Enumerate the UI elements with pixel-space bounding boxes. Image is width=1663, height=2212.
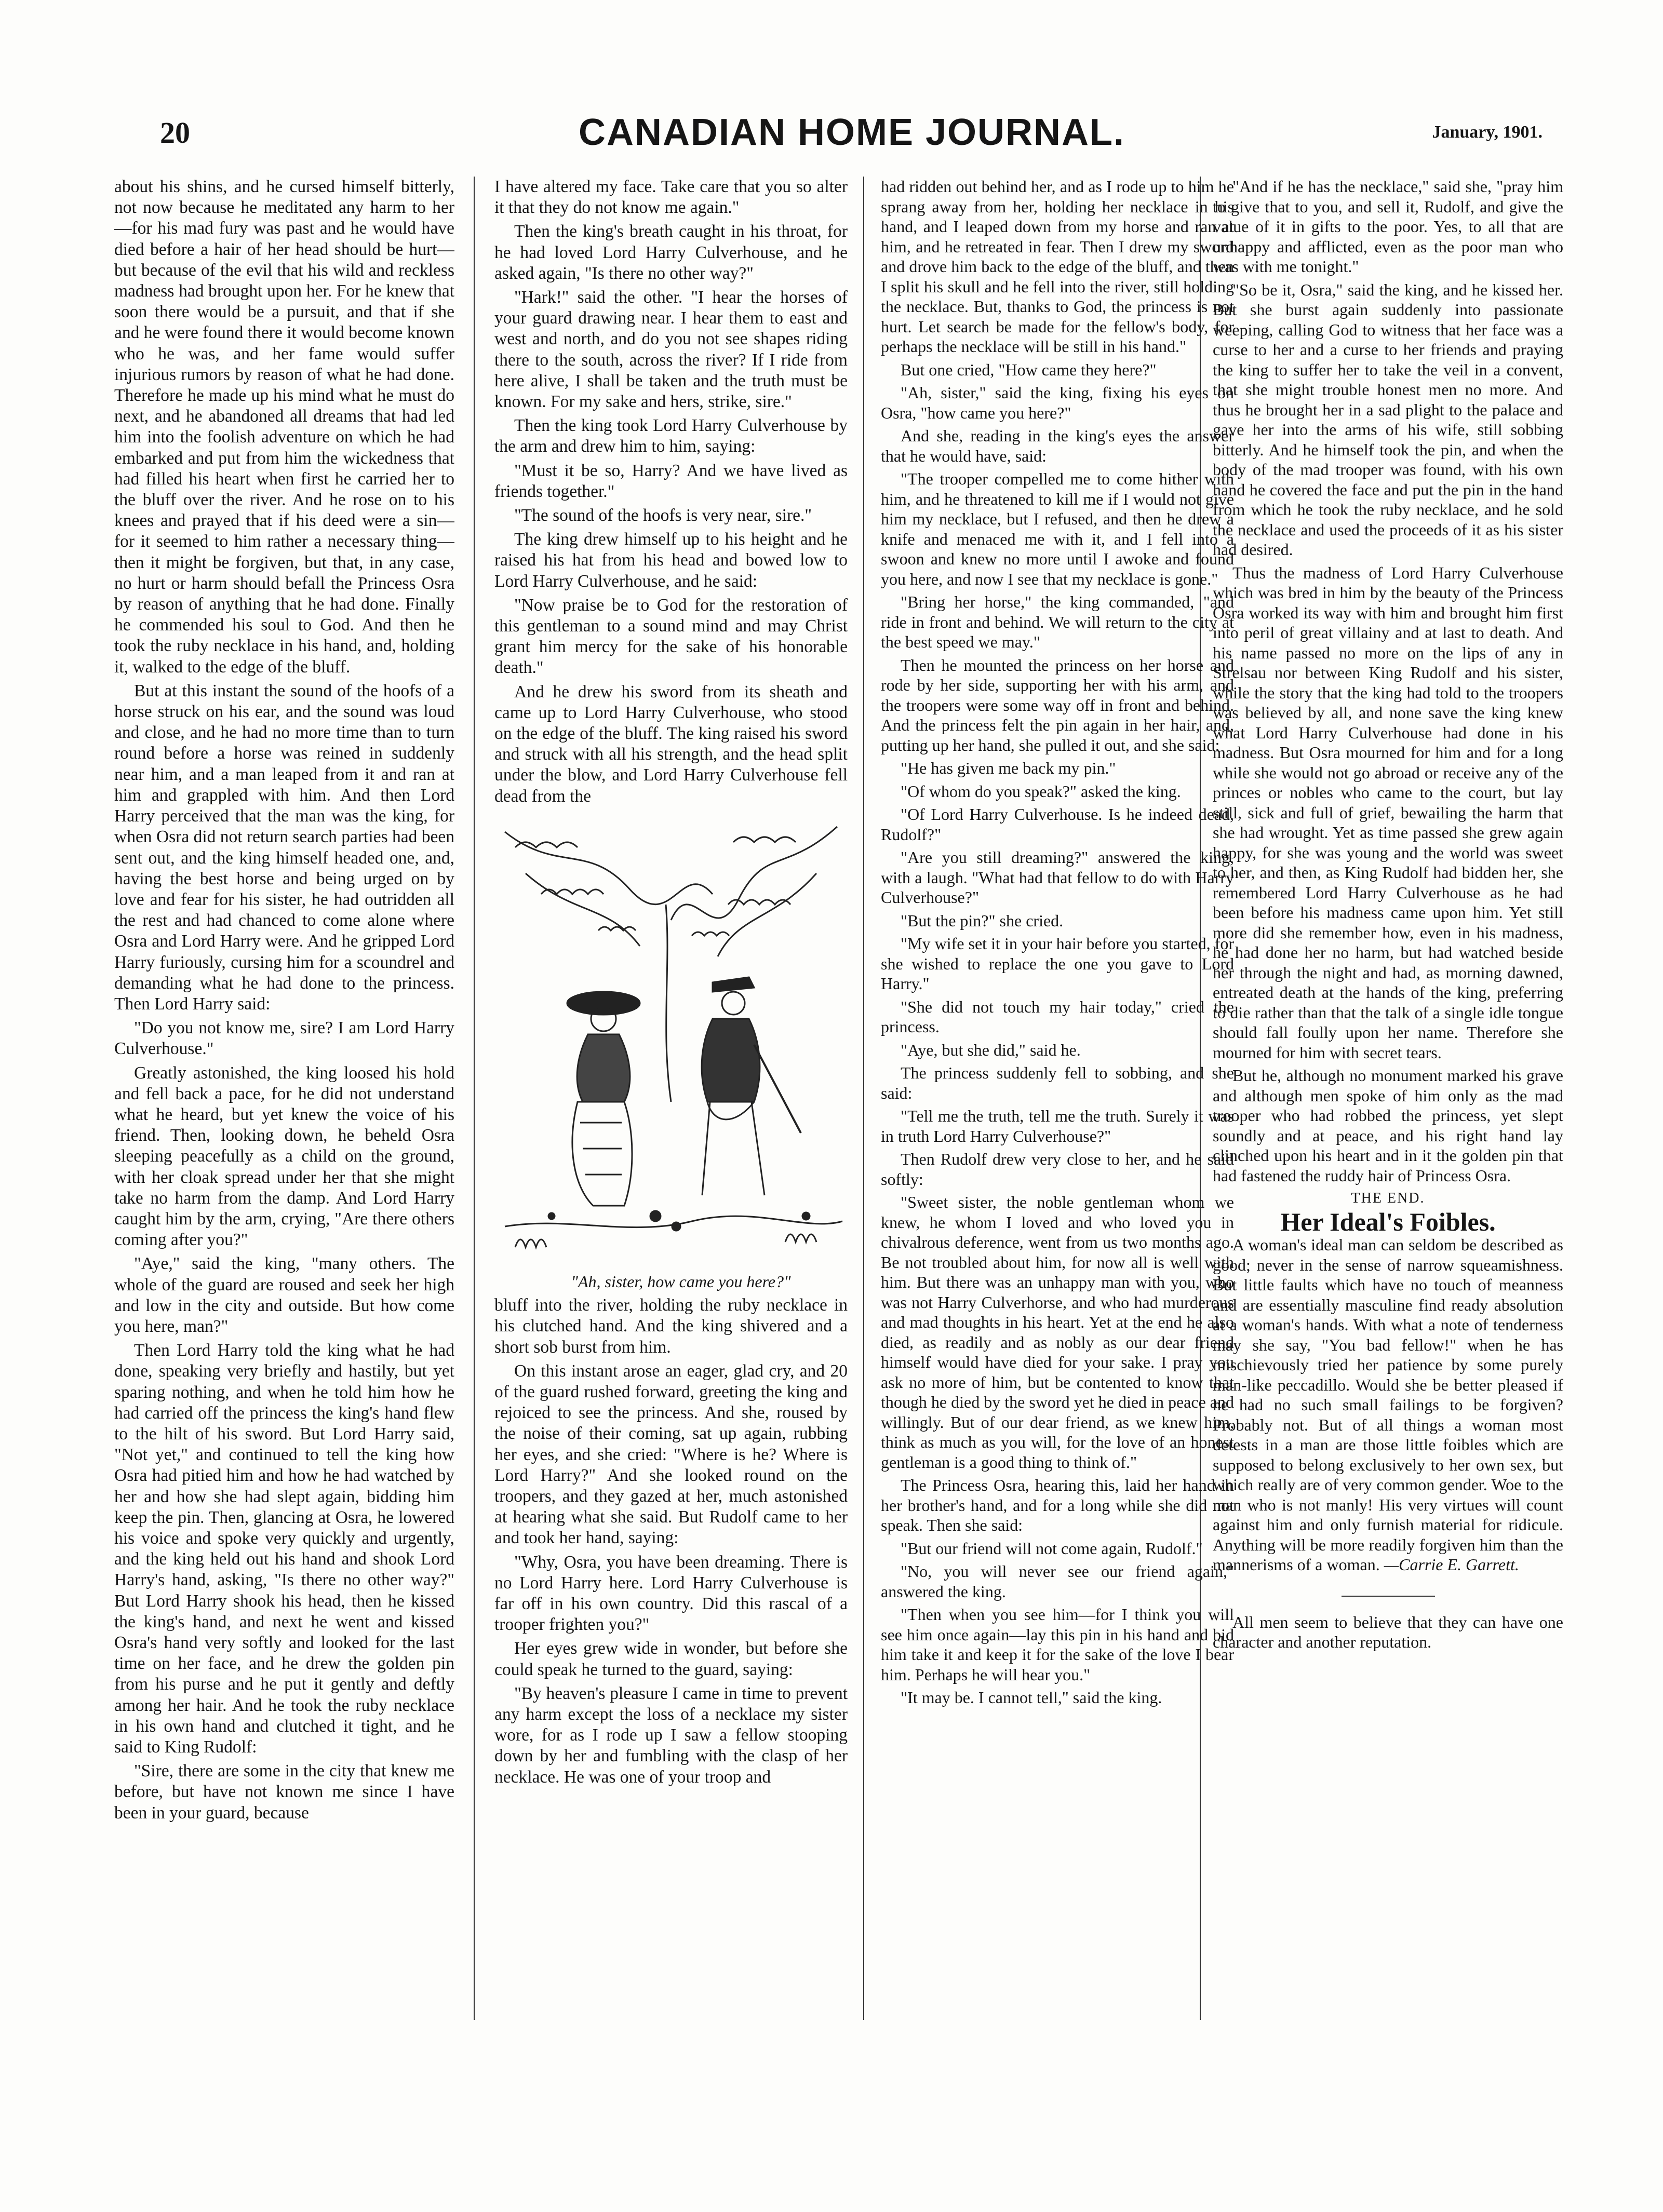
paragraph: Thus the madness of Lord Harry Culverhouse which was bred in him by the beauty of the Princess Osra worked its way with him and brought him first into peril of great villainy and at last to death. And his name passed no more on the lips of any in Strelsau nor between King Rudolf and his sister, while the story that the king had told to the troopers was believed by all, and none save the king knew what Lord Harry Culverhouse had done in his madness. But Osra mourned for him and for a long while she would not go abroad or receive any of the princes or nobles who came to the court, but lay still, sick and full of grief, bewailing the harm that she had wrought. Yet as time passed she grew again happy, for she was young and the world was sweet to her, and then, as King Rudolf had bidden her, she remembered Lord Harry Culverhouse as he had been before his madness came upon him. Yet still more did she remember how, even in his madness, he had done her no harm, but had watched beside her through the night and had, as morning dawned, entreated death at the hands of the king, preferring to die rather than that the talk of a single idle tongue should fall foully upon her name. Therefore she mourned for him with secret tears. (1213, 563, 1563, 1062)
column-1 (114, 177, 454, 2025)
paragraph: Then Rudolf drew very close to her, and he said softly: (881, 1150, 1234, 1189)
article-title: Her Ideal's Foibles. (1280, 1207, 1496, 1236)
article-body-text: A woman's ideal man can seldom be described as good; never in the sense of narrow squeamishness. But little faults which have no touch of meanness and are essentially masculine find ready absolution at a woman's hands. With what a note of tenderness may she say, "You bad fellow!" when he has mischievously tried her patience by some purely man-like peccadillo. Would she be better pleased if he had no such small failings to be forgiven? Probably not. But of all things a woman most detests in a man are those little foibles which are supposed to belong exclusively to her own sex, but which really are of very common gender. Woe to the man who is not manly! His very virtues will count against him and only furnish material for ridicule. Anything will be more readily forgiven him than the mannerisms of a woman. (1213, 1235, 1563, 1574)
paragraph: "She did not touch my hair today," cried the princess. (881, 997, 1234, 1036)
paragraph: "Do you not know me, sire? I am Lord Harry Culverhouse." (114, 1018, 454, 1059)
paragraph: "Aye," said the king, "many others. The whole of the guard are roused and seek her high and low in the city and outside. But how come you here, man?" (114, 1254, 454, 1336)
column-3 (881, 177, 1234, 2025)
paragraph: "Of whom do you speak?" asked the king. (901, 781, 1181, 801)
illustration (494, 811, 848, 1268)
paragraph: Then the king's breath caught in his throat, for he had loved Lord Harry Culverhouse, and he asked again, "Is there no other way?" (494, 222, 848, 283)
masthead: CANADIAN HOME JOURNAL. (579, 112, 1125, 153)
column-2 (494, 177, 848, 2025)
paragraph: "No, you will never see our friend again," answered the king. (881, 1562, 1234, 1601)
paragraph: bluff into the river, holding the ruby necklace in his clutched hand. And the king shivered and a short sob burst from him. (494, 1296, 848, 1357)
paragraph: Then the king took Lord Harry Culverhouse by the arm and drew him to him, saying: (494, 416, 848, 456)
paragraph: "Sire, there are some in the city that knew me before, but have not known me since I have been in your guard, because (114, 1761, 454, 1823)
paragraph: "Tell me the truth, tell me the truth. Surely it was in truth Lord Harry Culverhouse?" (881, 1107, 1234, 1145)
paragraph: "Aye, but she did," said he. (901, 1040, 1081, 1059)
paragraph: "Hark!" said the other. "I hear the horses of your guard drawing near. I hear them to east and west and north, and do you not see shapes riding there to the south, across the river? If I ride from here alive, I shall be taken and the truth must be known. For my sake and hers, strike, sire." (494, 288, 848, 412)
paragraph: "My wife set it in your hair before you started, for she wished to replace the one you gave to Lord Harry." (881, 934, 1234, 993)
the-end: THE END. (1351, 1190, 1425, 1206)
paragraph: But one cried, "How came they here?" (901, 360, 1157, 379)
paragraph: "It may be. I cannot tell," said the king. (901, 1688, 1162, 1707)
article-body (1213, 1235, 1563, 1575)
paragraph: "But our friend will not come again, Rudolf." (901, 1539, 1203, 1558)
paragraph: The princess suddenly fell to sobbing, and she said: (881, 1063, 1234, 1102)
paragraph: "Why, Osra, you have been dreaming. There is no Lord Harry here. Lord Harry Culverhouse is far off in his own country. Did this rascal of a trooper frighten you?" (494, 1552, 848, 1635)
page-number: 20 (160, 116, 190, 150)
paragraph: had ridden out behind her, and as I rode up to him he sprang away from her, holding her necklace in his hand, and I leaped down from my horse and ran at him, and he retreated in fear. Then I drew my sword and drove him back to the edge of the bluff, and then I split his skull and he fell into the river, still holding the necklace. But, thanks to God, the princess is not hurt. Let search be made for the fellow's body, for perhaps the necklace will be still in his hand." (881, 177, 1234, 356)
paragraph: "Then when you see him—for I think you will see him once again—lay this pin in his hand and bid him take it and keep it for the sake of the love I bear him. Perhaps he will hear you." (881, 1605, 1234, 1684)
page-header (151, 111, 1553, 158)
paragraph: On this instant arose an eager, glad cry, and 20 of the guard rushed forward, greeting the king and rejoiced to see the princess. And she, roused by the noise of their coming, sat up again, rubbing her eyes, and she cried: "Where is he? Where is Lord Harry?" And she looked round on the troopers, and they gazed at her, much astonished at hearing what she said. But Rudolf came to her and took her hand, saying: (494, 1361, 848, 1548)
paragraph: "Now praise be to God for the restoration of this gentleman to a sound mind and may Christ grant him mercy for the sake of his honorable death." (494, 595, 848, 678)
paragraph: "Ah, sister," said the king, fixing his eyes on Osra, "how came you here?" (881, 383, 1234, 422)
paragraph: The Princess Osra, hearing this, laid her hand in her brother's hand, and for a long while she did not speak. Then she said: (881, 1476, 1234, 1534)
paragraph: Then Lord Harry told the king what he had done, speaking very briefly and hastily, but yet sparing nothing, and when he told him how he had carried off the princess the king's hand flew to the hilt of his sword. But Lord Harry said, "Not yet," and continued to tell the king how Osra had pitied him and how he had watched by her and how she had slept again, bidding him keep the pin. Then, glancing at Osra, he lowered his voice and spoke very quickly and urgently, and the king held out his hand and shook Lord Harry's hand, asking, "Is there no other way?" But Lord Harry shook his head, then he kissed the king's hand, and next he went and kissed Osra's hand very softly and looked for the last time on her face, and he drew the golden pin from his purse and he put it gently and deftly among her hair. And he took the ruby necklace in his own hand and clutched it tight, and he said to King Rudolf: (114, 1341, 454, 1757)
paragraph: And she, reading in the king's eyes the answer that he would have, said: (881, 426, 1234, 465)
paragraph: "By heaven's pleasure I came in time to prevent any harm except the loss of a necklace my sister wore, for as I rode up I saw a fellow stooping down by her and fumbling with the clasp of her necklace. He was one of your troop and (494, 1683, 848, 1787)
paragraph: But at this instant the sound of the hoofs of a horse struck on his ear, and the sound was loud and close, and he had no more time than to turn round before a horse was reined in suddenly near him, and a man leaped from it and ran at him and grappled with him. And then Lord Harry perceived that the man was the king, for when Osra did not return search parties had been sent out, and the king himself headed one, and, having the best horse and being urged on by love and fear for his sister, he had outridden all the rest and had chanced to come alone where Osra and Lord Harry were. And he gripped Lord Harry furiously, cursing him for a scoundrel and demanding what he had done to the princess. Then Lord Harry said: (114, 681, 454, 1014)
paragraph: "The sound of the hoofs is very near, sire." (514, 506, 812, 525)
illustration-caption: "Ah, sister, how came you here?" (571, 1272, 791, 1291)
paragraph: "The trooper compelled me to come hither with him, and he threatened to kill me if I would not give him my necklace, but I refused, and then he drew a knife and menaced me with it, and I fell into a swoon and knew no more until I awoke and found you here, and now I see that my necklace is gone." (881, 469, 1234, 588)
paragraph: And he drew his sword from its sheath and came up to Lord Harry Culverhouse, who stood on the edge of the bluff. The king raised his sword and struck with all his strength, and the head split under the blow, and Lord Harry Culverhouse fell dead from the (494, 682, 848, 806)
issue-date: January, 1901. (1432, 123, 1543, 142)
paragraph: "Must it be so, Harry? And we have lived as friends together." (494, 461, 848, 501)
illustration-drawing (494, 811, 848, 1268)
paragraph: "But the pin?" she cried. (901, 911, 1064, 930)
paragraph: "Sweet sister, the noble gentleman whom we knew, he whom I loved and who loved you in chivalrous deference, went from us two months ago. Be not troubled about him, for now all is well with him. But there was an unhappy man with you, who was not Harry Culverhorse, and who had murderous and mad thoughts in his heart. Yet at the end he also died, as readily and as nobly as our dear friend himself would have died for your sake. I pray you ask no more of him, but be contented to know that though he died by the sword yet he died in peace and willingly. But of our dear friend, as we knew him, think as much as you will, for the love of an honest gentleman is a good thing to think of." (881, 1193, 1234, 1472)
paragraph: "Bring her horse," the king commanded, "and ride in front and behind. We will return to the city at the best speed we may." (881, 592, 1234, 651)
paragraph: "And if he has the necklace," said she, "pray him to give that to you, and sell it, Rudolf, and give the value of it in gifts to the poor. Yes, to all that are unhappy and afflicted, even as the poor man who was with me tonight." (1213, 177, 1563, 276)
paragraph: Greatly astonished, the king loosed his hold and fell back a pace, for he did not understand what he heard, but yet knew the voice of his friend. Then, looking down, he beheld Osra sleeping peacefully as a child on the ground, with her cloak spread under her that she might take no harm from the damp. And Lord Harry caught him by the arm, crying, "Are there others coming after you?" (114, 1063, 454, 1250)
paragraph: "He has given me back my pin." (901, 759, 1116, 777)
paragraph: "So be it, Osra," said the king, and he kissed her. But she burst again suddenly into passionate weeping, calling God to witness that her face was a curse to her and a curse to her friends and praying the king to suffer her to take the veil in a convent, that she might trouble honest men no more. And thus he brought her in a sad plight to the palace and gave her into the arms of his wife, still sobbing bitterly. And he himself took the pin, and when the body of the mad trooper was found, with his own hand he covered the face and put the pin in the hand from which he took the ruby necklace, and he sold the necklace and used the proceeds of it as his sister had desired. (1213, 280, 1563, 559)
paragraph: "Are you still dreaming?" answered the king, with a laugh. "What had that fellow to do with Harry Culverhouse?" (881, 848, 1234, 907)
column-4 (1213, 177, 1563, 2025)
paragraph: about his shins, and he cursed himself bitterly, not now because he meditated any harm to her—for his mad fury was past and he would have died before a hair of her head should be hurt—but because of the evil that his wild and reckless madness had brought upon her. For he knew that soon there would be a pursuit, and that if she and he were found there it would become known who he was, and her fame would suffer injurious rumors by reason of what he had done. Therefore he made up his mind what he must do next, and he abandoned all dreams that had led him into the foolish adventure on which he had embarked and put from him the wickedness that had filled his heart when first he carried her to the bluff over the river. And he rose on to his knees and prayed that if his deed were a sin—for it seemed to him rather a necessary thing—then it might be forgiven, but that, in any case, no hurt or harm should befall the Princess Osra by reason of anything that he had done. Finally he commended his soul to God. And then he took the ruby necklace in his hand, and, holding it, walked to the edge of the bluff. (114, 177, 454, 677)
divider (1342, 1596, 1435, 1597)
filler-paragraph: All men seem to believe that they can have one character and another reputation. (1213, 1612, 1563, 1651)
article-attribution: —Carrie E. Garrett. (1384, 1555, 1519, 1574)
paragraph: Her eyes grew wide in wonder, but before she could speak he turned to the guard, saying: (494, 1639, 848, 1679)
paragraph: The king drew himself up to his height and he raised his hat from his head and bowed low to Lord Harry Culverhouse, and he said: (494, 530, 848, 591)
column-rule (474, 177, 475, 2020)
column-rule (863, 177, 864, 2020)
paragraph: Then he mounted the princess on her horse and rode by her side, supporting her with his arm, and the troopers were some way off in front and behind. And the princess felt the pin again in her hair, and, putting up her hand, she pulled it out, and she said: (881, 655, 1234, 754)
paragraph: "Of Lord Harry Culverhouse. Is he indeed dead, Rudolf?" (881, 805, 1234, 844)
paragraph: But he, although no monument marked his grave and although men spoke of him only as the mad trooper who had robbed the princess, yet slept soundly and at peace, and his right hand lay clinched upon his heart and in it the golden pin that had fastened the ruddy hair of Princess Osra. (1213, 1066, 1563, 1185)
paragraph: I have altered my face. Take care that you so alter it that they do not know me again." (494, 177, 848, 218)
